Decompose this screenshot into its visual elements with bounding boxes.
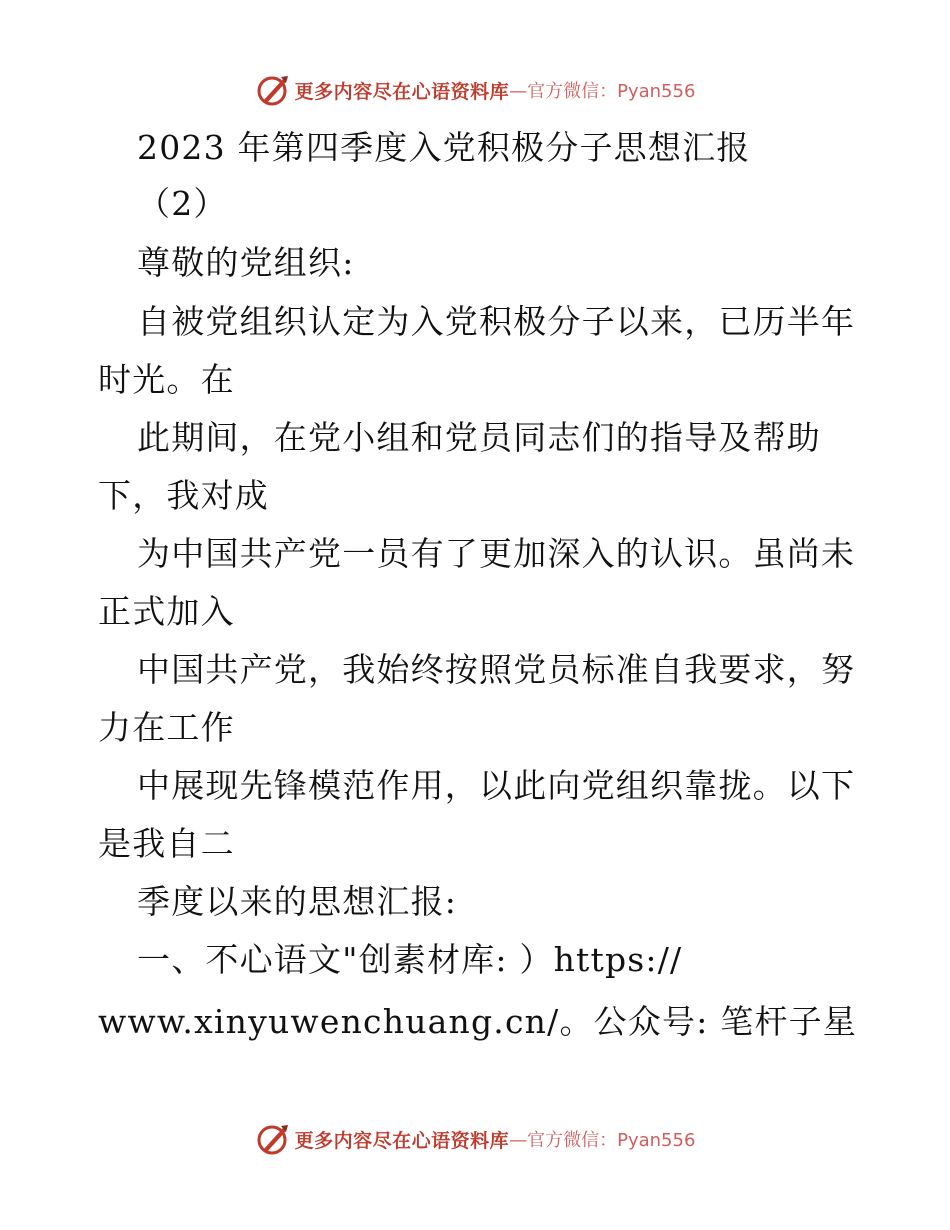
section-heading: 一、不心语文"创素材库: ）https:// bbox=[137, 940, 683, 979]
header-watermark-banner bbox=[0, 70, 950, 110]
body-line: 中展现先锋模范作用，以此向党组织靠拢。以下 bbox=[137, 766, 856, 805]
body-line: 为中国共产党一员有了更加深入的认识。虽尚未 bbox=[137, 534, 856, 573]
document-title: 2023 年第四季度入党积极分子思想汇报 bbox=[137, 128, 751, 167]
banner-contact-text: —官方微信：Pyan556 bbox=[509, 81, 696, 102]
document-subtitle: （2） bbox=[137, 184, 228, 223]
banner-brand-text: 更多内容尽在心语资料库 bbox=[294, 80, 510, 103]
body-line: 中国共产党，我始终按照党员标准自我要求，努 bbox=[137, 650, 856, 689]
body-line: 力在工作 bbox=[98, 708, 235, 747]
footer-watermark-banner bbox=[0, 1119, 950, 1159]
body-line: 时光。在 bbox=[98, 360, 235, 399]
body-line: 季度以来的思想汇报: bbox=[137, 882, 458, 921]
body-line: www.xinyuwenchuang.cn/。公众号: 笔杆子星 bbox=[98, 1002, 858, 1041]
body-line: 是我自二 bbox=[98, 824, 235, 863]
quill-pen-logo-icon bbox=[255, 1122, 291, 1156]
banner-contact-text: —官方微信：Pyan556 bbox=[509, 1130, 696, 1151]
body-line: 下，我对成 bbox=[98, 476, 269, 515]
banner-brand-text: 更多内容尽在心语资料库 bbox=[294, 1129, 510, 1152]
body-line: 正式加入 bbox=[98, 592, 235, 631]
body-line: 自被党组织认定为入党积极分子以来，已历半年 bbox=[137, 302, 856, 341]
body-line: 此期间，在党小组和党员同志们的指导及帮助 bbox=[137, 418, 821, 457]
salutation: 尊敬的党组织: bbox=[137, 243, 355, 282]
quill-pen-logo-icon bbox=[255, 73, 291, 107]
